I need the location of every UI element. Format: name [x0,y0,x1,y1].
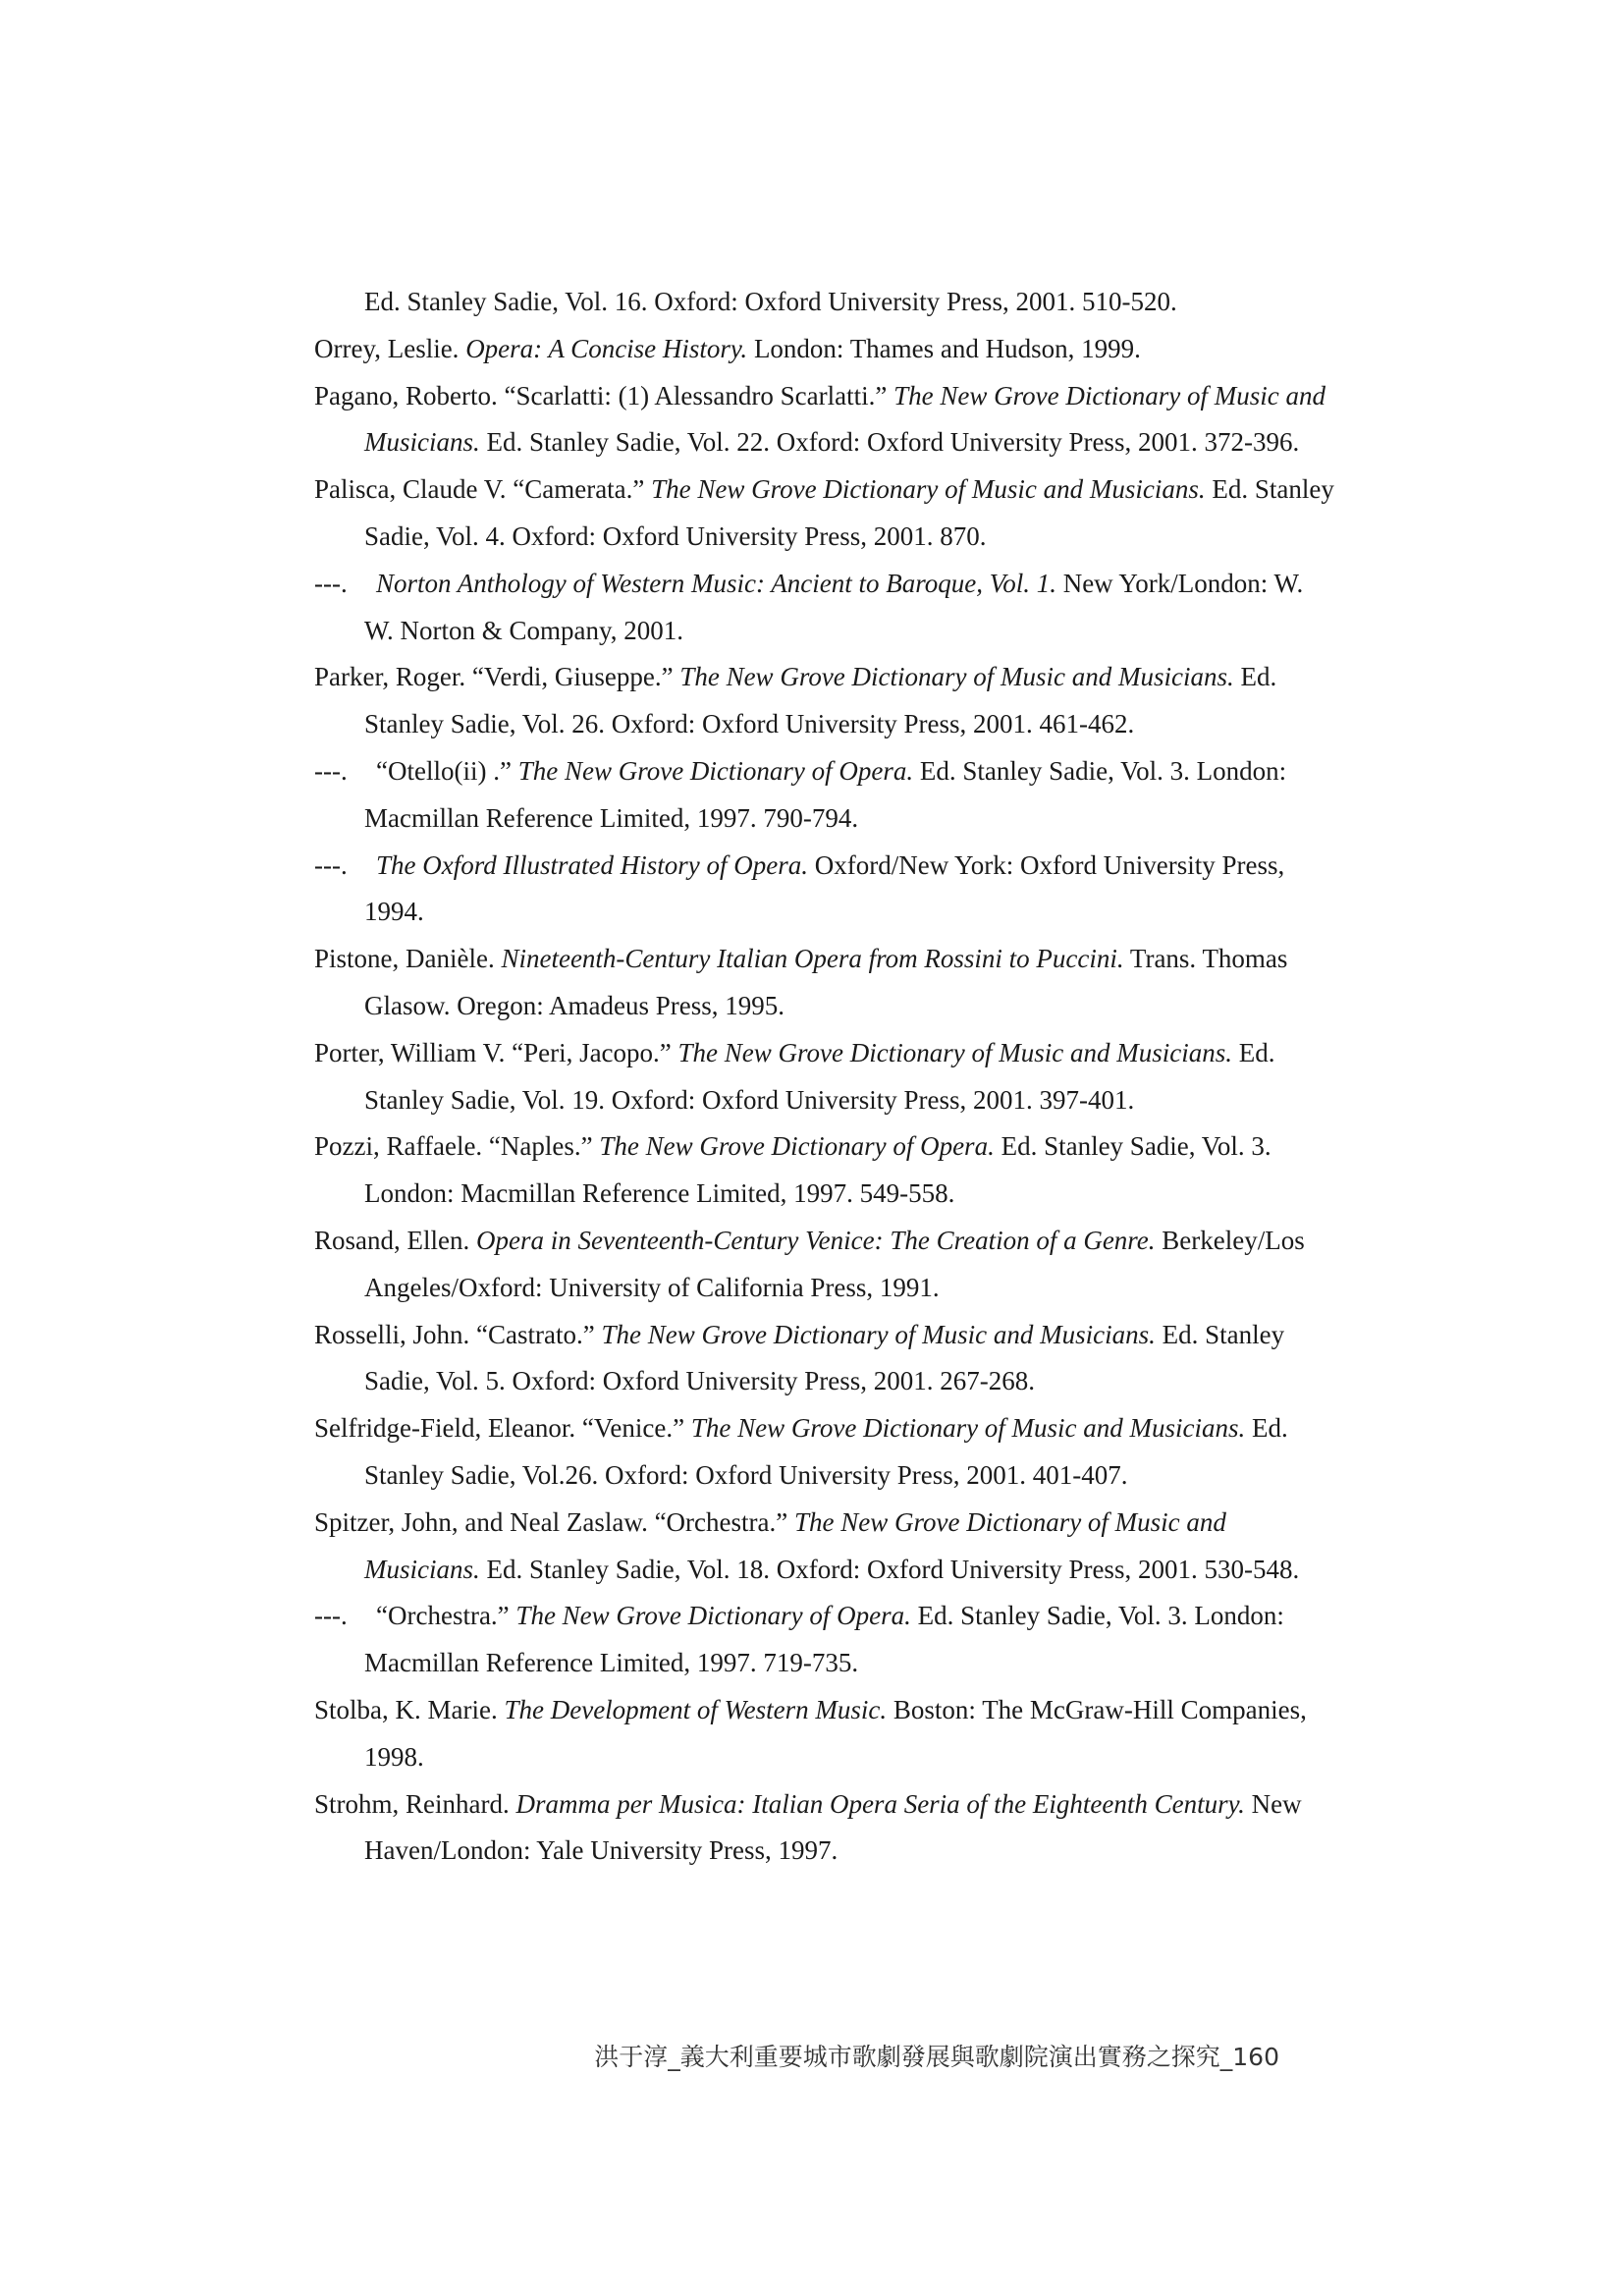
entry-text: Porter, William V. “Peri, Jacopo.” [314,1037,678,1067]
entry-title: Dramma per Musica: Italian Opera Seria of the Eighteenth Century. [515,1788,1245,1819]
bibliography-entry [314,1593,1335,1687]
entry-text: “Otello(ii) .” [376,755,518,786]
entry-title: The New Grove Dictionary of Opera. [599,1131,995,1162]
entry-text: Pozzi, Raffaele. “Naples.” [314,1131,600,1162]
entry-title: Opera: A Concise History. [465,333,748,363]
entry-text: Ed. Stanley Sadie, Vol. 22. Oxford: Oxford University Press, 2001. 372-396. [479,427,1300,458]
entry-title: The Development of Western Music. [504,1694,888,1724]
bibliography-entry [314,1312,1335,1406]
bibliography-entry [314,561,1335,655]
entry-text: Ed. Stanley Sadie, Vol. 16. Oxford: Oxford University Press, 2001. 510-520. [364,287,1177,316]
entry-text: Pistone, Danièle. [314,944,502,974]
entry-text: Ed. Stanley Sadie, Vol. 4. Oxford: Oxford University Press, 2001. 870. [364,474,1334,551]
entry-title: The New Grove Dictionary of Music and Musicians. [679,662,1234,692]
entry-title: Norton Anthology of Western Music: Ancient to Baroque, Vol. 1. [376,568,1056,598]
entry-text: Berkeley/Los Angeles/Oxford: University of California Press, 1991. [364,1225,1305,1302]
entry-text: Ed. Stanley Sadie, Vol. 19. Oxford: Oxford University Press, 2001. 397-401. [364,1037,1275,1115]
entry-text: London: Thames and Hudson, 1999. [747,333,1141,363]
entry-text: Orrey, Leslie. [314,333,466,363]
entry-text: Boston: The McGraw-Hill Companies, 1998. [364,1694,1307,1772]
entry-text: Parker, Roger. “Verdi, Giuseppe.” [314,662,680,692]
bibliography-list [314,279,1335,1875]
bibliography-entry [314,373,1335,467]
bibliography-entry [314,466,1335,561]
entry-title: The New Grove Dictionary of Opera. [517,755,914,786]
entry-title: The New Grove Dictionary of Music and Musicians. [651,474,1206,505]
bibliography-entry [314,654,1335,748]
entry-text: Palisca, Claude V. “Camerata.” [314,474,652,505]
entry-text: Ed. Stanley Sadie, Vol.26. Oxford: Oxford University Press, 2001. 401-407. [364,1413,1288,1490]
bibliography-entry [314,1123,1335,1218]
bibliography-entry [314,1218,1335,1312]
entry-text: Ed. Stanley Sadie, Vol. 3. London: Macmillan Reference Limited, 1997. 549-558. [364,1131,1271,1209]
entry-text: Ed. Stanley Sadie, Vol. 18. Oxford: Oxford University Press, 2001. 530-548. [479,1554,1300,1584]
bibliography-entry [314,1500,1335,1594]
repeat-author-dash: ---. [314,1601,348,1631]
entry-title: The New Grove Dictionary of Music and Musicians. [364,1506,1226,1584]
entry-title: The New Grove Dictionary of Music and Musicians. [677,1037,1232,1067]
entry-title: Nineteenth-Century Italian Opera from Rossini to Puccini. [501,944,1124,974]
entry-text: Oxford/New York: Oxford University Press, 1994. [364,849,1285,927]
bibliography-entry [314,326,1335,373]
bibliography-entry [314,1405,1335,1500]
entry-title: Opera in Seventeenth-Century Venice: The Creation of a Genre. [475,1225,1156,1255]
repeat-author-dash: ---. [314,568,348,598]
bibliography-entry [314,1687,1335,1781]
entry-title: The New Grove Dictionary of Music and Musicians. [690,1413,1246,1444]
entry-text: New Haven/London: Yale University Press, 1997. [364,1788,1302,1866]
entry-text: Ed. Stanley Sadie, Vol. 26. Oxford: Oxford University Press, 2001. 461-462. [364,662,1277,739]
entry-text: Ed. Stanley Sadie, Vol. 3. London: Macmillan Reference Limited, 1997. 790-794. [364,755,1287,833]
page-footer: 洪于淳_義大利重要城市歌劇發展與歌劇院演出實務之探究_160 [594,2043,1279,2071]
repeat-author-dash: ---. [314,755,348,786]
entry-title: The Oxford Illustrated History of Opera. [376,849,808,880]
bibliography-entry [314,936,1335,1030]
entry-text: Spitzer, John, and Neal Zaslaw. “Orchestra.” [314,1506,794,1537]
bibliography-entry [314,748,1335,843]
entry-title: The New Grove Dictionary of Music and Musicians. [364,380,1326,458]
bibliography-entry [314,1030,1335,1124]
entry-title: The New Grove Dictionary of Music and Musicians. [601,1319,1156,1349]
entry-text: Rosand, Ellen. [314,1225,476,1255]
entry-text: Pagano, Roberto. “Scarlatti: (1) Alessandro Scarlatti.” [314,380,894,410]
entry-text: “Orchestra.” [376,1601,516,1631]
entry-text: New York/London: W. W. Norton & Company, 2001. [364,568,1304,645]
entry-text: Rosselli, John. “Castrato.” [314,1319,602,1349]
bibliography-entry [314,843,1335,937]
bibliography-entry [314,279,1335,326]
entry-text: Selfridge-Field, Eleanor. “Venice.” [314,1413,691,1444]
bibliography-entry [314,1781,1335,1876]
entry-text: Ed. Stanley Sadie, Vol. 5. Oxford: Oxford University Press, 2001. 267-268. [364,1319,1285,1396]
entry-text: Trans. Thomas Glasow. Oregon: Amadeus Press, 1995. [364,944,1288,1020]
entry-text: Stolba, K. Marie. [314,1694,505,1724]
entry-text: Ed. Stanley Sadie, Vol. 3. London: Macmillan Reference Limited, 1997. 719-735. [364,1601,1284,1678]
entry-text: Strohm, Reinhard. [314,1788,516,1819]
entry-title: The New Grove Dictionary of Opera. [515,1601,911,1631]
repeat-author-dash: ---. [314,849,348,880]
